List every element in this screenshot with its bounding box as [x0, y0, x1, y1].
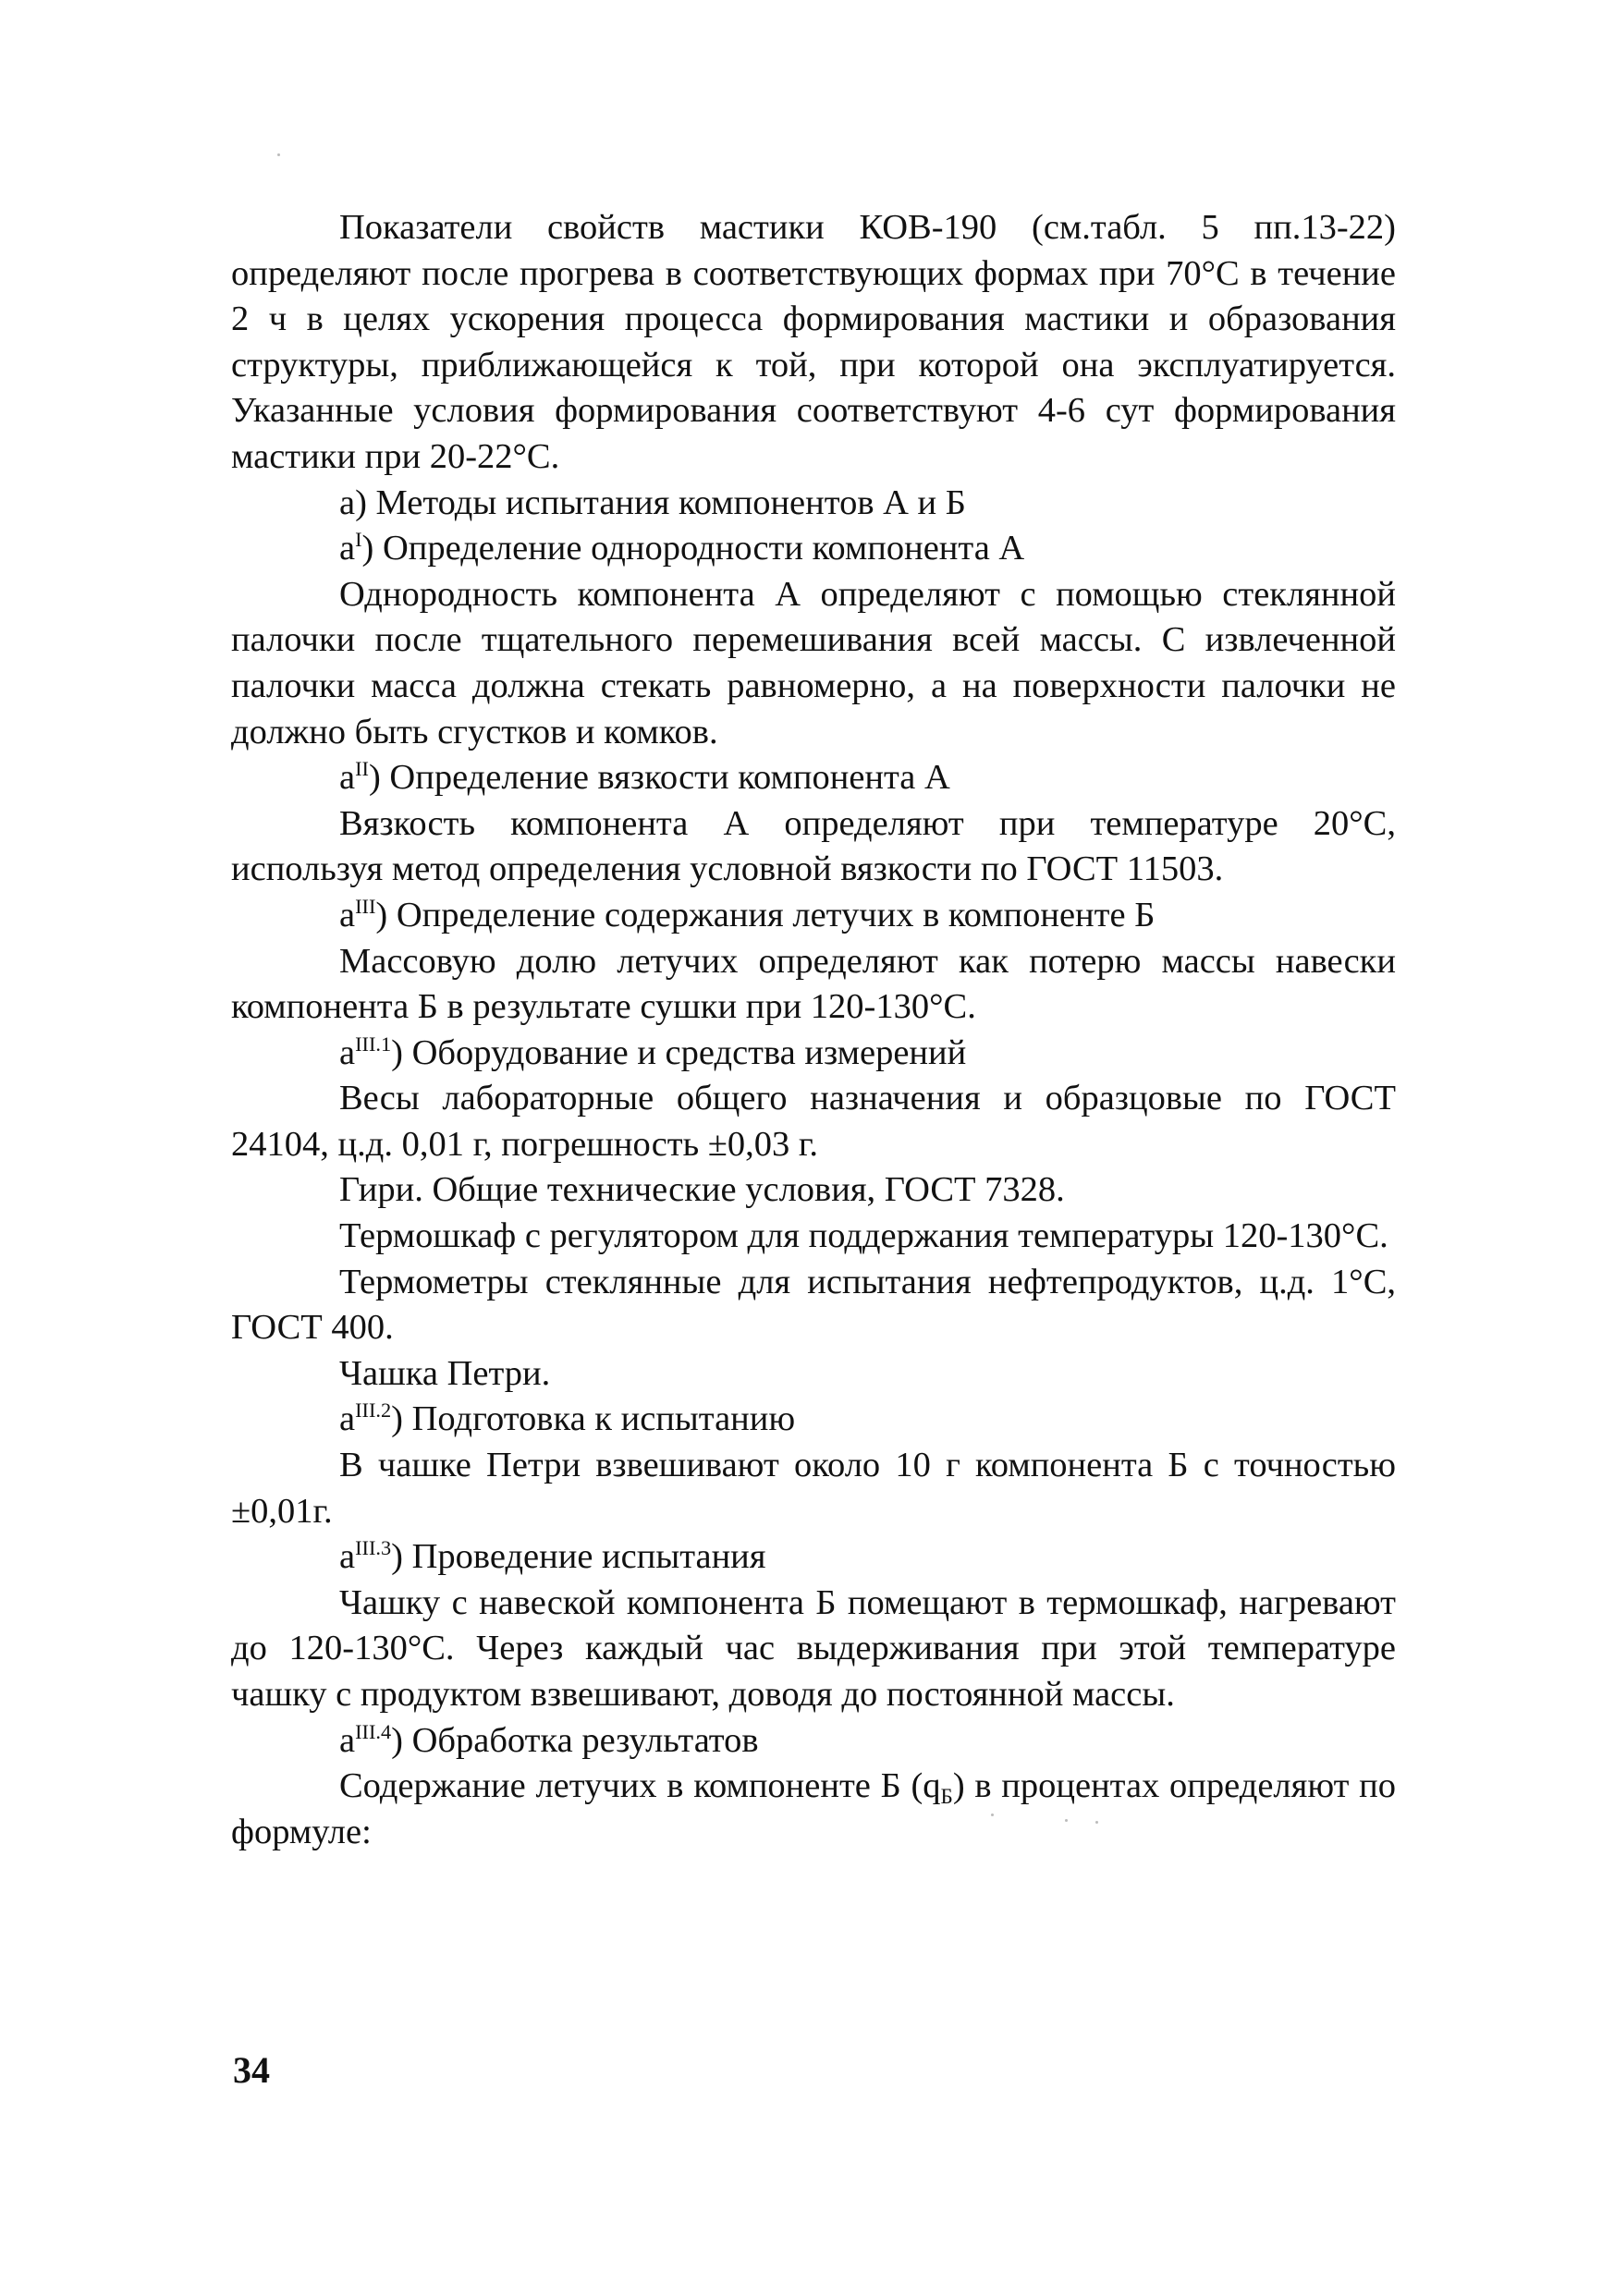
heading-superscript: II [355, 757, 369, 781]
paragraph-preparation [231, 1443, 1396, 1534]
subsection-heading-testing [231, 1534, 1396, 1581]
paragraph-text: Термошкаф с регулятором для поддержания температуры 120-130°С. [339, 1216, 1388, 1256]
formula-subscript: Б [940, 1784, 953, 1809]
heading-text: ) Определение вязкости компонента А [368, 758, 950, 798]
heading-text: ) Определение содержания летучих в компоненте Б [375, 895, 1156, 934]
paragraph-scales [231, 1076, 1396, 1167]
paragraph-petri-dish [231, 1351, 1396, 1398]
subsection-heading-homogeneity [231, 526, 1396, 572]
paragraph-testing [231, 1581, 1396, 1718]
heading-superscript: III.1 [355, 1032, 392, 1056]
section-heading-methods [231, 481, 1396, 527]
paragraph-text: Весы лабораторные общего назначения и образцовые по ГОСТ 24104, ц.д. 0,01 г, погрешность ±0,03 г. [231, 1079, 1396, 1164]
heading-superscript: III.4 [355, 1719, 392, 1743]
scan-speck [1065, 1819, 1068, 1822]
heading-superscript: III.2 [355, 1398, 392, 1423]
paragraph-text: В чашке Петри взвешивают около 10 г компонента Б с точностью ±0,01г. [231, 1446, 1396, 1531]
heading-prefix: а [339, 1399, 356, 1439]
paragraph-homogeneity [231, 572, 1396, 755]
paragraph-text: Гири. Общие технические условия, ГОСТ 7328. [339, 1170, 1065, 1210]
heading-superscript: III.3 [355, 1536, 392, 1560]
page-number: 34 [233, 2049, 270, 2091]
heading-text: ) Проведение испытания [391, 1537, 766, 1577]
paragraph-text: Чашка Петри. [339, 1353, 551, 1393]
heading-text: ) Подготовка к испытанию [391, 1399, 796, 1439]
paragraph-text: Вязкость компонента А определяют при температуре 20°С, используя метод определения условной вязкости по ГОСТ 11503. [231, 803, 1396, 889]
heading-text: а) Методы испытания компонентов А и Б [339, 482, 966, 522]
heading-prefix: а [339, 1720, 356, 1760]
paragraph-weights [231, 1167, 1396, 1214]
heading-prefix: а [339, 1032, 356, 1072]
heading-text: ) Обработка результатов [391, 1720, 759, 1760]
subsection-heading-equipment [231, 1031, 1396, 1077]
subsection-heading-results [231, 1718, 1396, 1765]
heading-text: ) Определение однородности компонента А [361, 529, 1025, 568]
paragraph-text: Чашку с навеской компонента Б помещают в термошкаф, нагревают до 120-130°С. Через каждый час выдерживания при этой температуре чашку с продуктом взвешивают, доводя до постоянной массы. [231, 1582, 1396, 1714]
subsection-heading-volatiles [231, 893, 1396, 939]
paragraph-text: Показатели свойств мастики КОВ-190 (см.табл. 5 пп.13-22) определяют после прогрева в соответствующих формах при 70°С в течение 2 ч в целях ускорения процесса формирования мастики и образования структуры, приближающейся к той, при которой она эксплуатируется. Указанные условия формирования соответствуют 4-6 сут формирования мастики при 20-22°С. [231, 208, 1396, 476]
paragraph-intro [231, 205, 1396, 481]
paragraph-text-before: Содержание летучих в компоненте Б (q [339, 1766, 941, 1806]
scan-speck [277, 153, 280, 156]
paragraph-text-after: ) в процентах определяют по формуле: [231, 1766, 1396, 1851]
subsection-heading-preparation [231, 1397, 1396, 1443]
paragraph-formula-intro [231, 1764, 1396, 1855]
paragraph-thermometers [231, 1260, 1396, 1351]
paragraph-volatiles [231, 939, 1396, 1031]
paragraph-text: Массовую долю летучих определяют как потерю массы навески компонента Б в результате сушки при 120-130°С. [231, 941, 1396, 1027]
heading-prefix: а [339, 895, 356, 934]
paragraph-oven [231, 1214, 1396, 1260]
scan-speck [991, 1814, 994, 1816]
heading-prefix: а [339, 1537, 356, 1577]
paragraph-text: Однородность компонента А определяют с помощью стеклянной палочки после тщательного перемешивания всей массы. С извлеченной палочки масса должна стекать равномерно, а на поверхности палочки не должно быть сгустков и комков. [231, 574, 1396, 751]
subsection-heading-viscosity [231, 755, 1396, 801]
heading-superscript: III [355, 895, 376, 919]
heading-superscript: I [355, 528, 362, 552]
heading-prefix: а [339, 758, 356, 798]
paragraph-text: Термометры стеклянные для испытания нефтепродуктов, ц.д. 1°С, ГОСТ 400. [231, 1262, 1396, 1348]
paragraph-viscosity [231, 801, 1396, 893]
scan-speck [1095, 1821, 1098, 1824]
heading-text: ) Оборудование и средства измерений [391, 1032, 967, 1072]
heading-prefix: а [339, 529, 356, 568]
body-text [231, 205, 1396, 1855]
